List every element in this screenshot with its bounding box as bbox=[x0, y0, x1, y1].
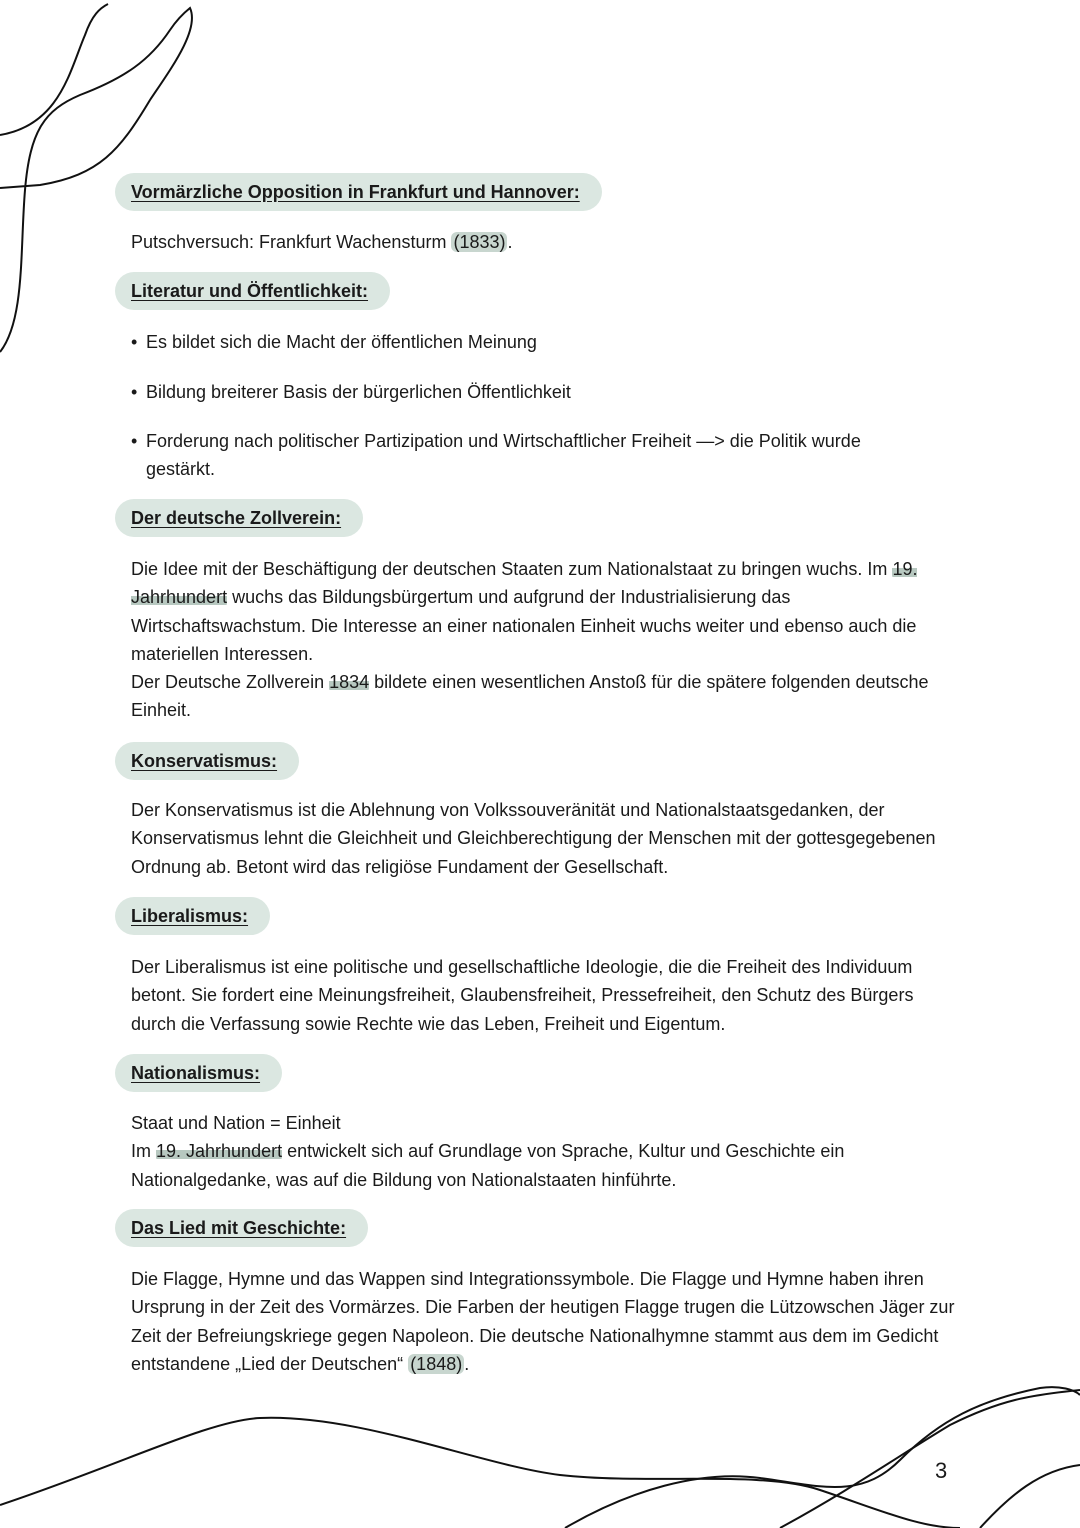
section-heading-literatur: Literatur und Öffentlichkeit: bbox=[115, 272, 390, 310]
text: entwickelt sich auf Grundlage von Sprache, Kultur und Geschichte ein Nationalgedanke, was auf die Bildung von Nationalstaaten hinführte. bbox=[131, 1141, 845, 1190]
section-heading-nationalismus: Nationalismus: bbox=[115, 1054, 282, 1092]
bullet-item: • Bildung breiterer Basis der bürgerlichen Öffentlichkeit bbox=[131, 378, 961, 406]
year-highlight: (1833) bbox=[453, 232, 506, 252]
section-text-vormaerz bbox=[131, 228, 961, 256]
text: Die Idee mit der Beschäftigung der deutschen Staaten zum Nationalstaat zu bringen wuchs. Im bbox=[131, 559, 893, 579]
section-heading-lied: Das Lied mit Geschichte: bbox=[115, 1209, 368, 1247]
section-text-liberalismus: Der Liberalismus ist eine politische und gesellschaftliche Ideologie, die die Freiheit des Individuum betont. Sie fordert eine Meinungsfreiheit, Glaubensfreiheit, Pressefreiheit, den Schutz des Bürgers durch die Verfassung sowie Rechte wie das Leben, Freiheit und Eigentum. bbox=[131, 957, 914, 1034]
highlight: 19. Jahrhundert bbox=[156, 1141, 283, 1162]
text: . bbox=[464, 1353, 470, 1374]
text: . bbox=[507, 232, 513, 252]
year-highlight: (1848) bbox=[410, 1353, 463, 1374]
text: bildete einen wesentlichen Anstoß für die spätere folgenden deutsche Einheit. bbox=[131, 672, 929, 721]
text: Die Flagge, Hymne und das Wappen sind Integrationssymbole. Die Flagge und Hymne haben ihren Ursprung in der Zeit des Vormärzes. Die Farben der heutigen Flagge trugen die Lützowschen Jäger zur Zeit der Befreiungskriege gegen Napoleon. Die deutsche Nationalhymne stammt aus dem im Gedicht entstandene „Lied der Deutschen“ bbox=[131, 1269, 955, 1374]
page-number: 3 bbox=[935, 1458, 948, 1483]
section-text-lied bbox=[131, 1265, 961, 1378]
text: Der Deutsche Zollverein bbox=[131, 672, 330, 693]
section-text-konservatismus: Der Konservatismus ist die Ablehnung von Volkssouveränität und Nationalstaatsgedanken, der Konservatismus lehnt die Gleichheit und Gleichberechtigung der Menschen mit der gottesgegebenen Ordnung ab. Betont wird das religiöse Fundament der Gesellschaft. bbox=[131, 800, 936, 877]
section-heading-zollverein: Der deutsche Zollverein: bbox=[115, 499, 363, 537]
text: Im bbox=[131, 1141, 156, 1162]
section-heading-vormaerz: Vormärzliche Opposition in Frankfurt und Hannover: bbox=[115, 173, 602, 211]
highlight: 1834 bbox=[329, 672, 370, 693]
highlight: 19. Jahrhundert bbox=[131, 559, 918, 608]
bullet-item: • Forderung nach politischer Partizipation und Wirtschaftlicher Freiheit —> die Politik wurde gestärkt. bbox=[131, 427, 931, 484]
text: Staat und Nation = Einheit bbox=[131, 1113, 341, 1133]
section-text-zollverein bbox=[131, 555, 961, 725]
section-heading-konservatismus: Konservatismus: bbox=[115, 742, 299, 780]
section-heading-liberalismus: Liberalismus: bbox=[115, 897, 270, 935]
text: wuchs das Bildungsbürgertum und aufgrund der Industrialisierung das Wirtschaftswachstum. Die Interesse an einer nationalen Einheit wuchs weiter und ebenso auch die materiellen Interessen. bbox=[131, 587, 917, 664]
bullet-item: • Es bildet sich die Macht der öffentlichen Meinung bbox=[131, 328, 961, 356]
section-text-nationalismus bbox=[131, 1109, 961, 1194]
text: Putschversuch: Frankfurt Wachensturm bbox=[131, 232, 452, 252]
